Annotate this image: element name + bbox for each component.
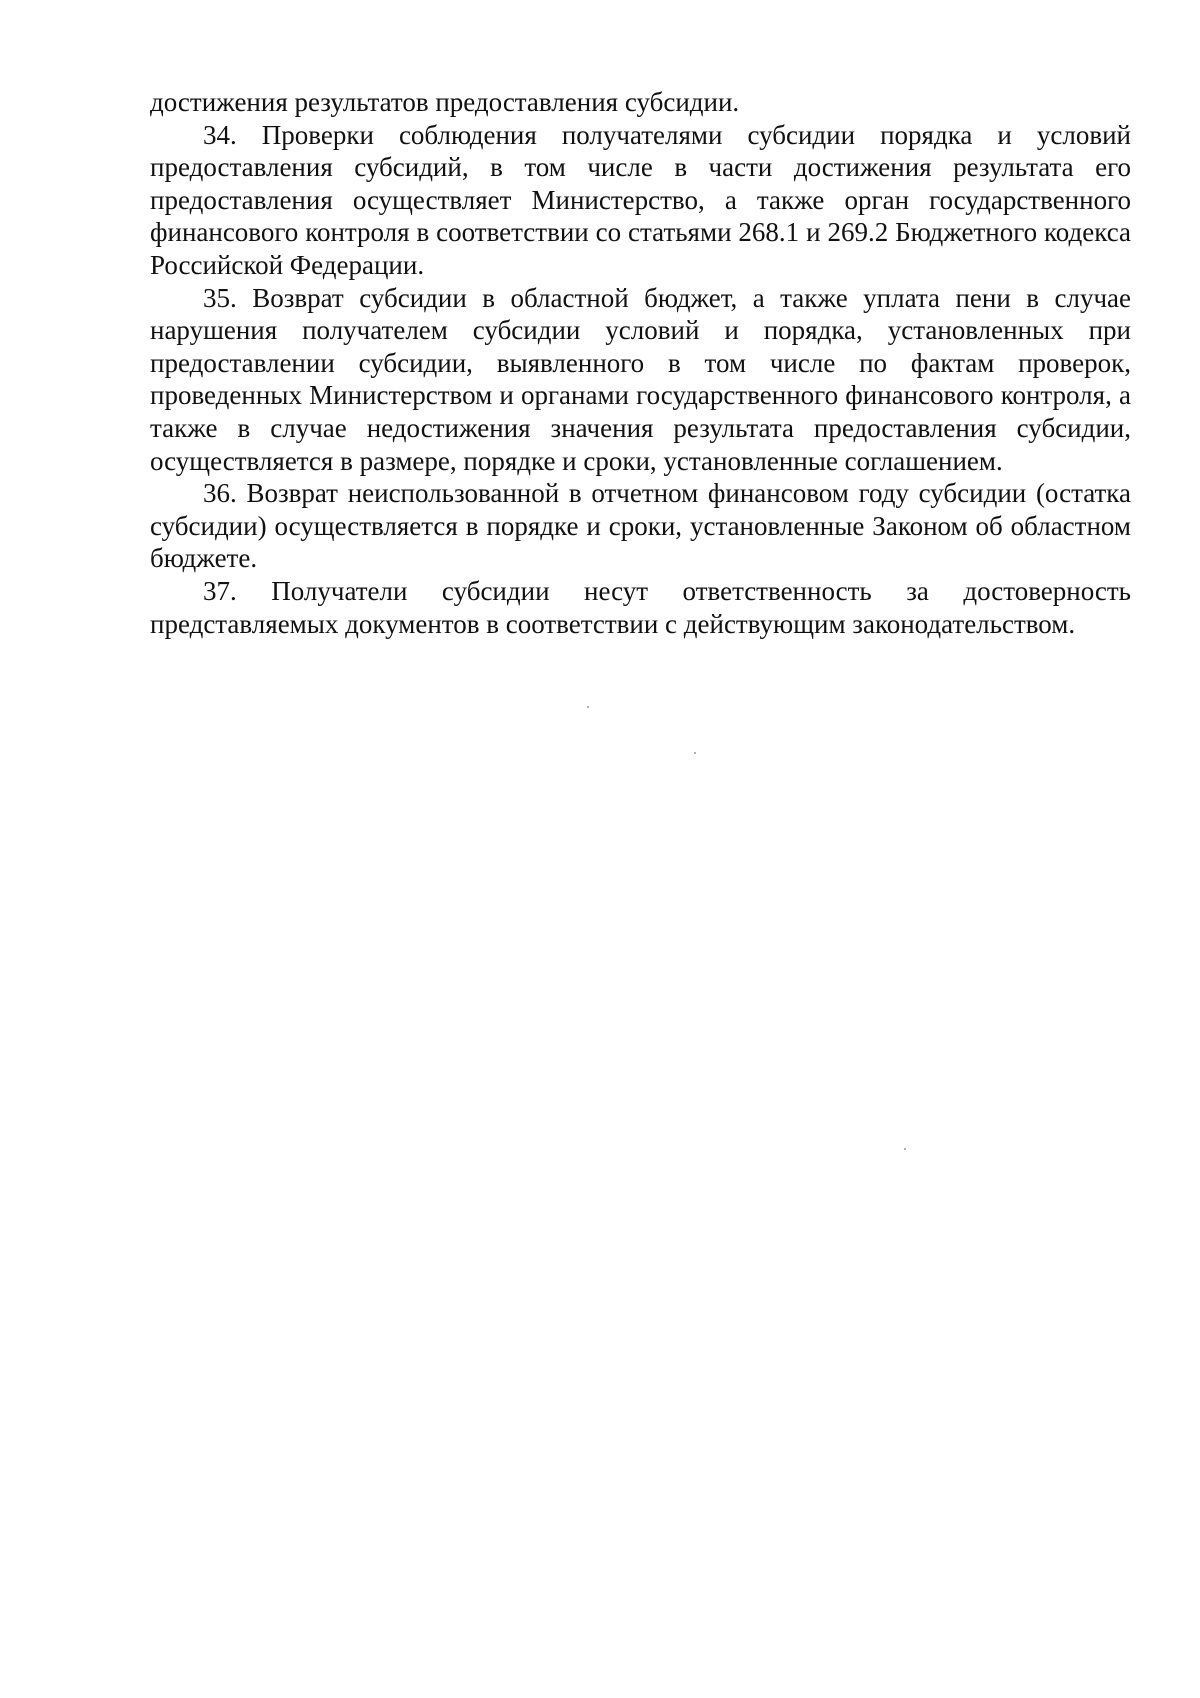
scan-speck — [694, 752, 696, 754]
document-body — [150, 86, 1131, 640]
paragraph-continuation: достижения результатов предоставления субсидии. — [150, 87, 740, 117]
paragraph-34: 34. Проверки соблюдения получателями субсидии порядка и условий предоставления субсидий, в том числе в части достижения результата его предоставления осуществляет Министерство, а также орган государственного финансового контроля в соответствии со статьями 268.1 и 269.2 Бюджетного кодекса Российской Федерации. — [150, 119, 1131, 280]
paragraph-36: 36. Возврат неиспользованной в отчетном финансовом году субсидии (остатка субсидии) осуществляется в порядке и сроки, установленные Законом об областном бюджете. — [150, 478, 1131, 574]
paragraph-35: 35. Возврат субсидии в областной бюджет, а также уплата пени в случае нарушения получателем субсидии условий и порядка, установленных при предоставлении субсидии, выявленного в том числе по фактам проверок, проведенных Министерством и органами государственного финансового контроля, а также в случае недостижения значения результата предоставления субсидии, осуществляется в размере, порядке и сроки, установленные соглашением. — [150, 282, 1131, 476]
paragraph-37: 37. Получатели субсидии несут ответственность за достоверность представляемых документов в соответствии с действующим законодательством. — [150, 575, 1131, 639]
scan-speck — [587, 706, 589, 708]
scan-speck — [904, 1148, 906, 1150]
